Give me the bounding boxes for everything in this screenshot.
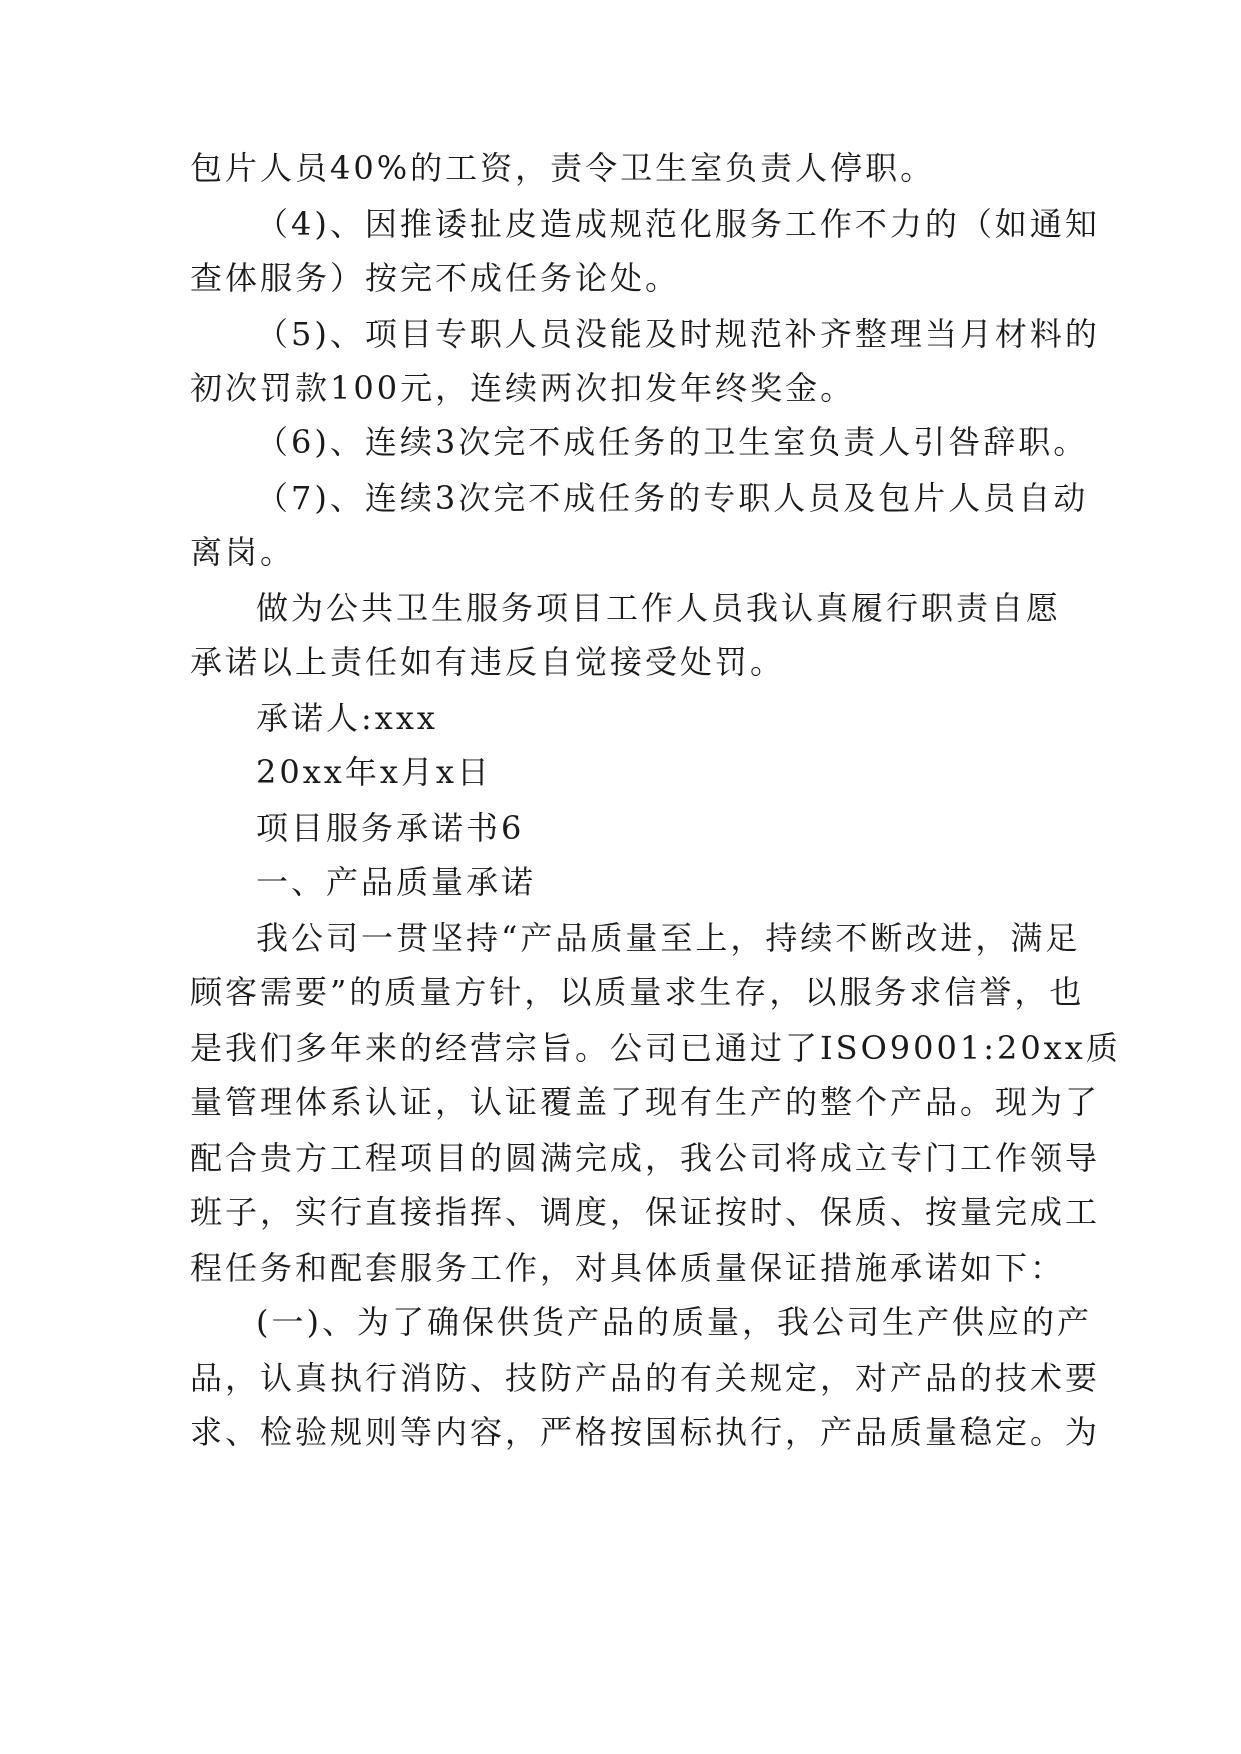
- paragraph-line: 离岗。: [190, 533, 296, 571]
- paragraph-line: 做为公共卫生服务项目工作人员我认真履行职责自愿: [256, 589, 1062, 627]
- paragraph-line: （4)、因推诿扯皮造成规范化服务工作不力的（如通知: [256, 205, 1100, 243]
- paragraph-line: 顾客需要”的质量方针，以质量求生存，以服务求信誉，也: [190, 973, 1085, 1011]
- signatory-line: 承诺人:xxx: [256, 699, 438, 737]
- paragraph-line: 班子，实行直接指挥、调度，保证按时、保质、按量完成工: [190, 1193, 1101, 1231]
- paragraph-line: 配合贵方工程项目的圆满完成，我公司将成立专门工作领导: [190, 1139, 1101, 1177]
- paragraph-line: (一)、为了确保供货产品的质量，我公司生产供应的产: [256, 1303, 1092, 1341]
- paragraph-line: 包片人员40%的工资，责令卫生室负责人停职。: [190, 149, 936, 187]
- section-heading: 一、产品质量承诺: [256, 863, 537, 901]
- paragraph-line: （7)、连续3次完不成任务的专职人员及包片人员自动: [256, 479, 1089, 517]
- paragraph-line: 承诺以上责任如有违反自觉接受处罚。: [190, 643, 786, 681]
- paragraph-line: 求、检验规则等内容，严格按国标执行，产品质量稳定。为: [190, 1413, 1101, 1451]
- paragraph-line: 品，认真执行消防、技防产品的有关规定，对产品的技术要: [190, 1359, 1101, 1397]
- section-title: 项目服务承诺书6: [256, 809, 525, 847]
- paragraph-line: （6)、连续3次完不成任务的卫生室负责人引咎辞职。: [256, 423, 1089, 461]
- paragraph-line: 初次罚款100元，连续两次扣发年终奖金。: [190, 369, 856, 407]
- paragraph-line: 程任务和配套服务工作，对具体质量保证措施承诺如下：: [190, 1249, 1066, 1287]
- date-line: 20xx年x月x日: [256, 753, 492, 791]
- paragraph-line: 量管理体系认证，认证覆盖了现有生产的整个产品。现为了: [190, 1083, 1101, 1121]
- paragraph-line: （5)、项目专职人员没能及时规范补齐整理当月材料的: [256, 315, 1100, 353]
- paragraph-line: 是我们多年来的经营宗旨。公司已通过了ISO9001:20xx质: [190, 1029, 1121, 1067]
- paragraph-line: 查体服务）按完不成任务论处。: [190, 259, 681, 297]
- paragraph-line: 我公司一贯坚持“产品质量至上，持续不断改进，满足: [256, 919, 1081, 957]
